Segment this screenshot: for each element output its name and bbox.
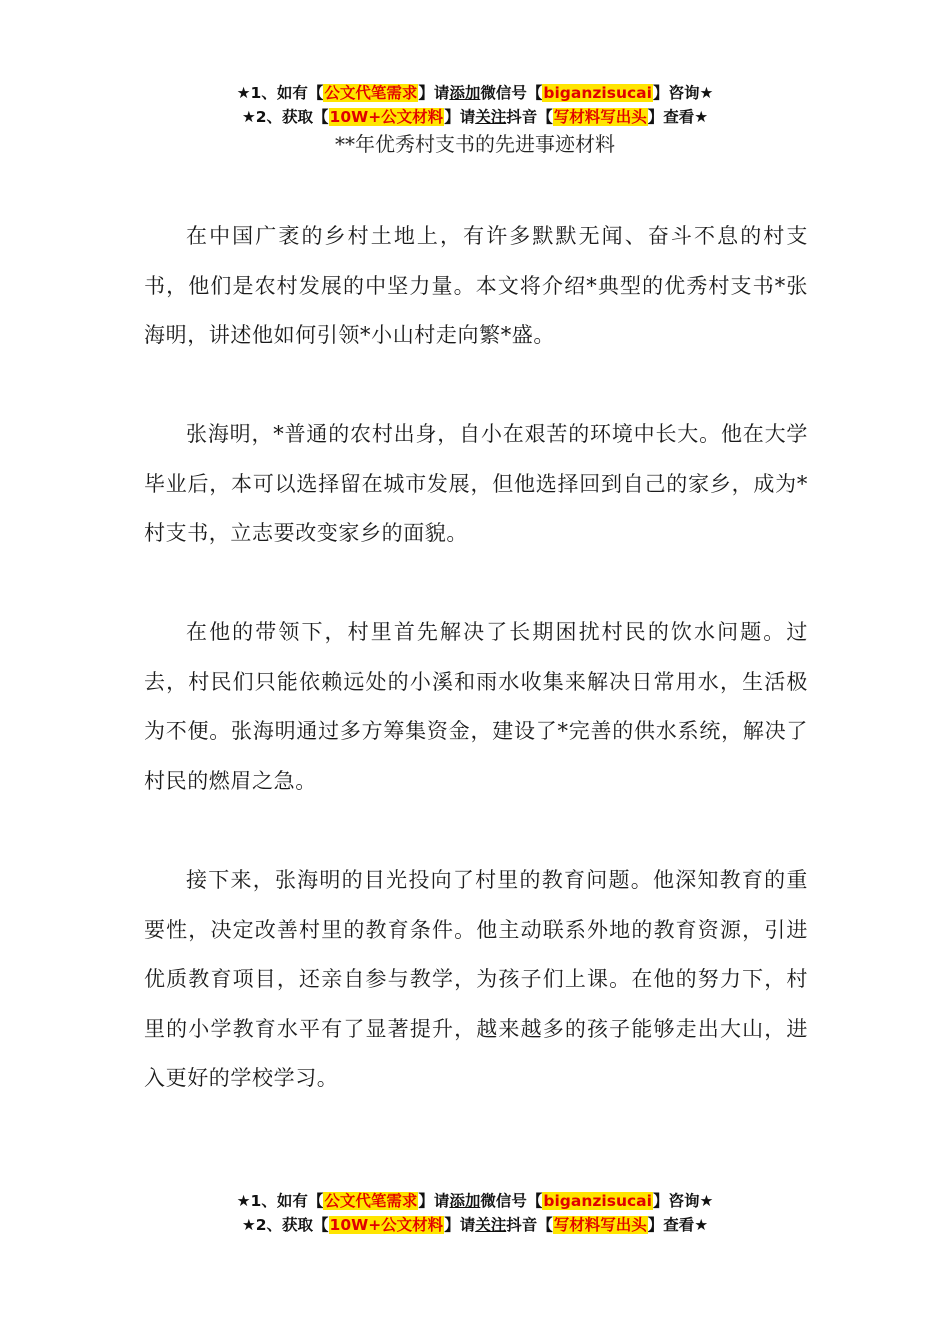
document-title: **年优秀村支书的先进事迹材料 <box>335 132 615 156</box>
promo-text: 微信号【 <box>480 1192 543 1210</box>
highlight-ghostwriting: 公文代笔需求 <box>324 84 418 102</box>
promo-text: ★1、如有【 <box>236 1192 324 1210</box>
underlined-text: 关注 <box>475 108 507 126</box>
promo-text: 】咨询★ <box>652 84 714 102</box>
promo-line-1 <box>0 81 950 105</box>
highlight-materials: 10W+公文材料 <box>329 108 444 126</box>
promo-text: 抖音【 <box>506 1216 553 1234</box>
promo-line-2 <box>0 105 950 129</box>
promo-text: 】咨询★ <box>652 1192 714 1210</box>
paragraph-text: 在中国广袤的乡村土地上，有许多默默无闻、奋斗不息的村支书，他们是农村发展的中坚力量。本文将介绍*典型的优秀村支书*张海明，讲述他如何引领*小山村走向繁*盛。 <box>144 224 808 347</box>
highlight-wechat-id: biganzisucai <box>543 1192 652 1210</box>
highlight-wechat-id: biganzisucai <box>543 84 652 102</box>
promo-text: ★2、获取【 <box>241 1216 329 1234</box>
promo-text: ★2、获取【 <box>241 108 329 126</box>
promo-text: 微信号【 <box>480 84 543 102</box>
paragraph-text: 在他的带领下，村里首先解决了长期困扰村民的饮水问题。过去，村民们只能依赖远处的小溪和雨水收集来解决日常用水，生活极为不便。张海明通过多方筹集资金，建设了*完善的供水系统，解决了村民的燃眉之急。 <box>144 620 808 793</box>
body-paragraph-2 <box>144 410 808 559</box>
underlined-text: 关注 <box>475 1216 507 1234</box>
promo-text: ★1、如有【 <box>236 84 324 102</box>
promo-line-2 <box>0 1213 950 1237</box>
highlight-ghostwriting: 公文代笔需求 <box>324 1192 418 1210</box>
promo-text: 】请 <box>444 108 476 126</box>
promo-text: 】请 <box>418 84 450 102</box>
highlight-douyin-account: 写材料写出头 <box>553 108 647 126</box>
underlined-text: 添加 <box>449 1192 481 1210</box>
highlight-douyin-account: 写材料写出头 <box>553 1216 647 1234</box>
highlight-materials: 10W+公文材料 <box>329 1216 444 1234</box>
paragraph-text: 张海明，*普通的农村出身，自小在艰苦的环境中长大。他在大学毕业后，本可以选择留在城市发展，但他选择回到自己的家乡，成为*村支书，立志要改变家乡的面貌。 <box>144 422 808 545</box>
paragraph-text: 接下来，张海明的目光投向了村里的教育问题。他深知教育的重要性，决定改善村里的教育条件。他主动联系外地的教育资源，引进优质教育项目，还亲自参与教学，为孩子们上课。在他的努力下，村里的小学教育水平有了显著提升，越来越多的孩子能够走出大山，进入更好的学校学习。 <box>144 868 808 1090</box>
body-paragraph-1 <box>144 212 808 361</box>
promo-text: 】查看★ <box>647 1216 709 1234</box>
body-paragraph-3 <box>144 608 808 806</box>
header-promo-banner <box>0 81 950 129</box>
promo-text: 抖音【 <box>506 108 553 126</box>
promo-line-1 <box>0 1189 950 1213</box>
footer-promo-banner <box>0 1189 950 1237</box>
promo-text: 】查看★ <box>647 108 709 126</box>
promo-text: 】请 <box>418 1192 450 1210</box>
underlined-text: 添加 <box>449 84 481 102</box>
body-paragraph-4 <box>144 856 808 1104</box>
promo-text: 】请 <box>444 1216 476 1234</box>
